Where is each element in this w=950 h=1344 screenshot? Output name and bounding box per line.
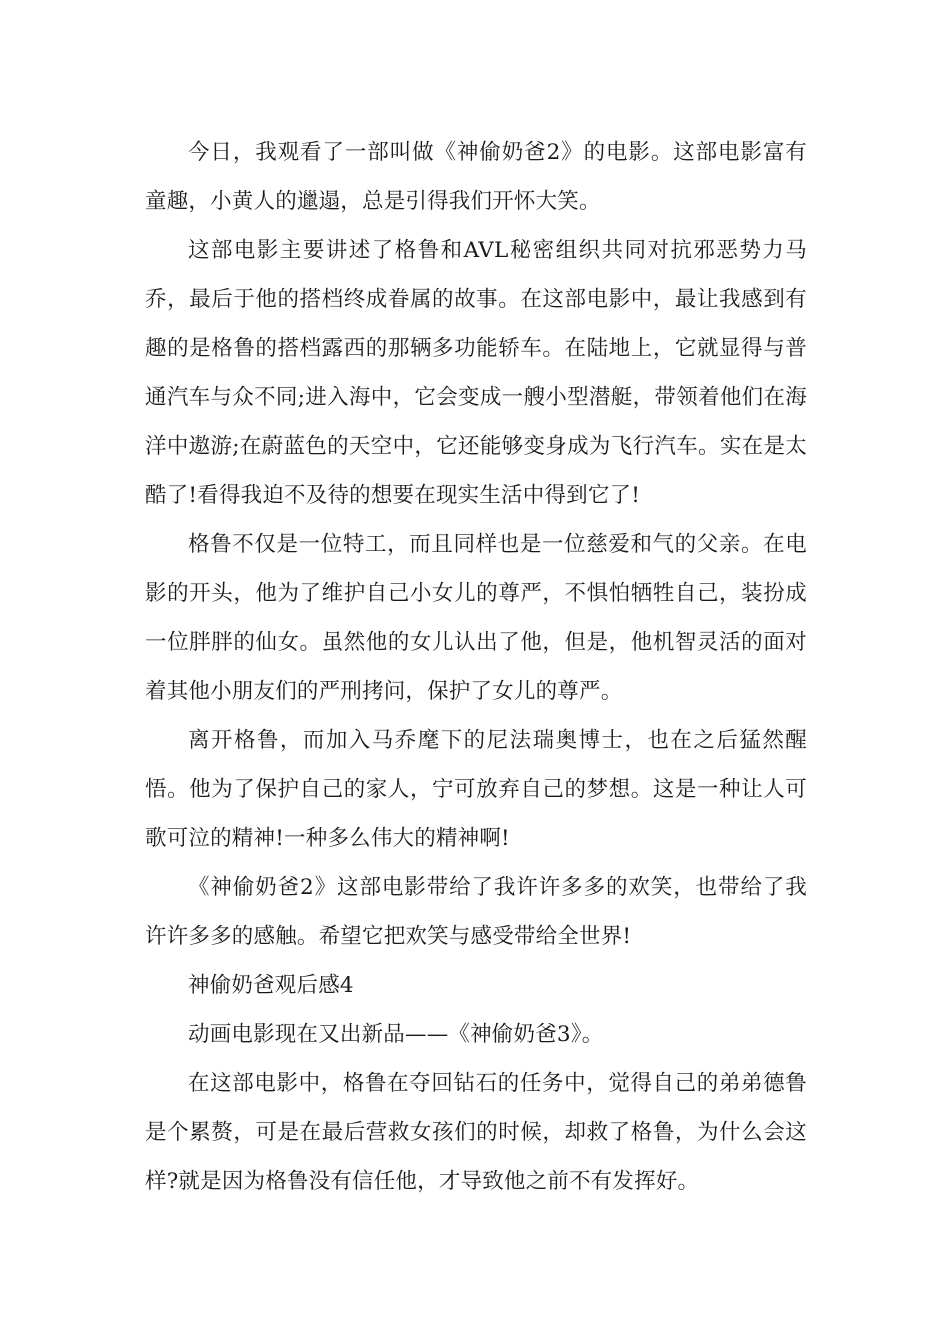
paragraph-conclusion: 《神偷奶爸2》这部电影带给了我许许多多的欢笑，也带给了我许许多多的感触。希望它把欢笑与感受带给全世界! (145, 875, 807, 949)
paragraph-intro: 今日，我观看了一部叫做《神偷奶爸2》的电影。这部电影富有童趣，小黄人的邋遢，总是引得我们开怀大笑。 (145, 140, 807, 214)
paragraph-nefario: 离开格鲁，而加入马乔麾下的尼法瑞奥博士，也在之后猛然醒悟。他为了保护自己的家人，宁可放弃自己的梦想。这是一种让人可歌可泣的精神!一种多么伟大的精神啊! (145, 728, 807, 851)
paragraph-new-release: 动画电影现在又出新品——《神偷奶爸3》。 (188, 1022, 604, 1047)
section-heading: 神偷奶爸观后感4 (188, 973, 354, 998)
paragraph-plot: 这部电影主要讲述了格鲁和AVL秘密组织共同对抗邪恶势力马乔，最后于他的搭档终成眷属的故事。在这部电影中，最让我感到有趣的是格鲁的搭档露西的那辆多功能轿车。在陆地上，它就显得与普通汽车与众不同;进入海中，它会变成一艘小型潜艇，带领着他们在海洋中遨游;在蔚蓝色的天空中，它还能够变身成为飞行汽车。实在是太酷了!看得我迫不及待的想要在现实生活中得到它了! (145, 238, 807, 508)
paragraph-dru: 在这部电影中，格鲁在夺回钻石的任务中，觉得自己的弟弟德鲁是个累赘，可是在最后营救女孩们的时候，却救了格鲁，为什么会这样?就是因为格鲁没有信任他，才导致他之前不有发挥好。 (145, 1071, 807, 1194)
document-body (145, 128, 807, 1206)
paragraph-father: 格鲁不仅是一位特工，而且同样也是一位慈爱和气的父亲。在电影的开头，他为了维护自己小女儿的尊严，不惧怕牺牲自己，装扮成一位胖胖的仙女。虽然他的女儿认出了他，但是，他机智灵活的面对着其他小朋友们的严刑拷问，保护了女儿的尊严。 (145, 532, 807, 704)
